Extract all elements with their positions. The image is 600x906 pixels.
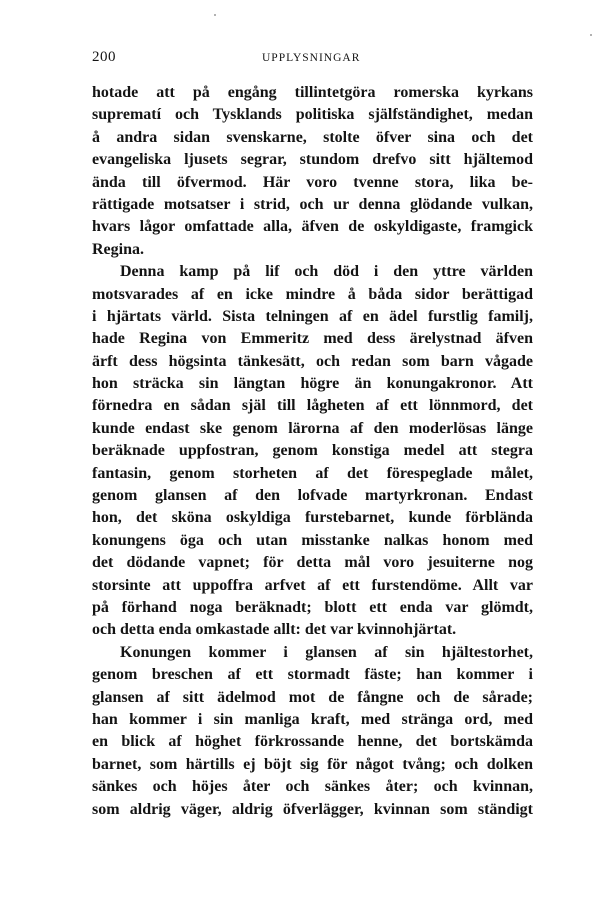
- text-line: fantasin, genom storheten af det förespeglade målet,: [92, 464, 533, 482]
- text-line: hon, det sköna oskyldiga furstebarnet, kunde förblända: [92, 509, 533, 527]
- text-line: ärft dess högsinta tänkesätt, och redan som barn vågade: [92, 352, 533, 370]
- text-line: i hjärtats värld. Sista telningen af en ädel furstlig familj,: [92, 307, 533, 325]
- body-text: [92, 82, 533, 821]
- paper-speck: [214, 14, 216, 16]
- text-line: hade Regina von Emmeritz med dess ärelystnad äfven: [92, 330, 533, 348]
- paragraph: [92, 261, 533, 642]
- text-line: glansen af sitt ädelmod mot de fångne och de sårade;: [92, 688, 533, 706]
- text-line: genom breschen af ett stormadt fäste; han kommer i: [92, 666, 533, 684]
- text-line: kunde endast ske genom lärorna af den moderlösas länge: [92, 419, 533, 437]
- text-line: som aldrig väger, aldrig öfverlägger, kvinnan som ständigt: [92, 800, 533, 818]
- text-line: han kommer i sin manliga kraft, med stränga ord, med: [92, 710, 533, 728]
- text-line: suprematí och Tysklands politiska själfständighet, medan: [92, 106, 533, 124]
- paper-speck: [590, 34, 592, 36]
- text-line: barnet, som härtills ej böjt sig för något tvång; och dolken: [92, 755, 533, 773]
- paragraph: [92, 82, 533, 261]
- paragraph: [92, 642, 533, 821]
- text-line: en blick af höghet förkrossande henne, det bortskämda: [92, 733, 533, 751]
- text-line: hon sträcka sin längtan högre än konungakronor. Att: [92, 375, 533, 393]
- text-line: och detta enda omkastade allt: det var kvinnohjärtat.: [92, 621, 457, 639]
- text-line: ända till öfvermod. Här voro tvenne stora, lika be-: [92, 173, 533, 191]
- text-line: Denna kamp på lif och död i den yttre världen: [120, 263, 533, 281]
- text-line: rättigade motsatser i strid, och ur denna glödande vulkan,: [92, 195, 533, 213]
- text-line: Regina.: [92, 240, 144, 258]
- text-line: på förhand noga beräknadt; blott ett enda var glömdt,: [92, 598, 533, 616]
- text-line: konungens öga och utan misstanke nalkas honom med: [92, 531, 533, 549]
- text-line: hotade att på engång tillintetgöra romerska kyrkans: [92, 84, 533, 101]
- text-line: förnedra en sådan själ till lågheten af ett lönnmord, det: [92, 397, 533, 415]
- running-title: UPPLYSNINGAR: [262, 52, 361, 64]
- text-line: genom glansen af den lofvade martyrkronan. Endast: [92, 487, 533, 505]
- text-line: hvars lågor omfattade alla, äfven de oskyldigaste, framgick: [92, 218, 533, 236]
- page-number: 200: [92, 49, 116, 65]
- text-line: storsinte att uppoffra arfvet af ett furstendöme. Allt var: [92, 576, 533, 594]
- text-line: sänkes och höjes åter och sänkes åter; och kvinnan,: [92, 778, 533, 796]
- text-line: det dödande vapnet; för detta mål voro jesuiterne nog: [92, 554, 533, 572]
- text-line: Konungen kommer i glansen af sin hjältestorhet,: [120, 643, 533, 661]
- text-line: å andra sidan svenskarne, stolte öfver sina och det: [92, 128, 533, 146]
- text-line: evangeliska ljusets segrar, stundom drefvo sitt hjältemod: [92, 151, 533, 169]
- page-header: [92, 49, 532, 69]
- text-line: motsvarades af en icke mindre å båda sidor berättigad: [92, 285, 533, 303]
- text-line: beräknade uppfostran, genom konstiga medel att stegra: [92, 442, 533, 460]
